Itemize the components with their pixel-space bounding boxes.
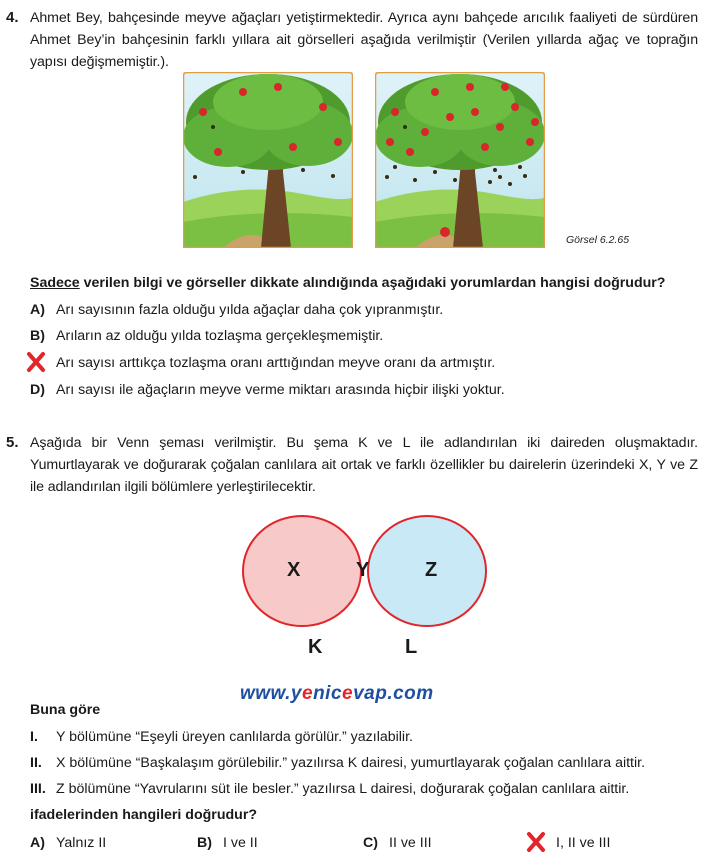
q5-option-a-label: A) — [30, 835, 45, 851]
statement-iii-label: III. — [30, 781, 46, 797]
statement-ii-text: X bölümüne “Başkalaşım görülebilir.” yazılırsa K dairesi, yumurtlayarak çoğalan canlılara aittir. — [56, 755, 646, 771]
q4-option-b-text: Arıların az olduğu yılda tozlaşma gerçekleşmemiştir. — [56, 328, 384, 344]
q5-option-b[interactable] — [197, 833, 258, 853]
question-4-text: Ahmet Bey, bahçesinde meyve ağaçları yetiştirmektedir. Ayrıca aynı bahçede arıcılık faaliyeti de sürdüren Ahmet Bey’in bahçesinin farklı yıllara ait görselleri aşağıda verilmiştir (Verilen yıllarda ağaç ve toprağın yapısı değişmemiştir.). — [30, 10, 698, 70]
venn-label-z: Z — [425, 559, 438, 581]
venn-label-x: X — [287, 559, 301, 581]
q5-option-b-label: B) — [197, 835, 212, 851]
q4-option-a-label: A) — [30, 302, 45, 318]
q5-option-b-text: I ve II — [223, 835, 258, 851]
watermark: www.yenicevap.com — [240, 683, 434, 704]
question-4-prompt — [30, 273, 665, 293]
statement-i-label: I. — [30, 729, 38, 745]
question-5-number: 5. — [6, 434, 19, 451]
statement-iii-text: Z bölümüne “Yavrularını süt ile besler.” yazılırsa L dairesi, doğurarak çoğalan canlılara aittir. — [56, 781, 630, 797]
statement-ii-label: II. — [30, 755, 42, 771]
question-5-prompt: ifadelerinden hangileri doğrudur? — [30, 807, 258, 823]
question-5-intro: Buna göre — [30, 702, 101, 718]
q5-option-c-text: II ve III — [389, 835, 432, 851]
statement-i-text: Y bölümüne “Eşeyli üreyen canlılarda görülür.” yazılabilir. — [56, 729, 413, 745]
statement-iii — [30, 779, 629, 799]
q5-option-a[interactable] — [30, 833, 106, 853]
q5-option-a-text: Yalnız II — [56, 835, 107, 851]
q4-option-d-text: Arı sayısı ile ağaçların meyve verme miktarı arasında hiçbir ilişki yoktur. — [56, 382, 505, 398]
question-4-number: 4. — [6, 9, 19, 26]
question-5-text: Aşağıda bir Venn şeması verilmiştir. Bu şema K ve L ile adlandırılan iki daireden oluşmaktadır. Yumurtlayarak ve doğurarak çoğalan canlılara ait ortak ve farklı özellikler bu dairelerin üzerindeki X, Y ve Z ile adlandırılan ilgili bölümlere yerleştirilecektir. — [30, 435, 698, 495]
question-4-prompt-emphasis: Sadece — [30, 275, 80, 291]
statement-ii — [30, 753, 645, 773]
q4-option-a[interactable] — [30, 300, 443, 320]
venn-label-k: K — [308, 636, 323, 658]
image-caption: Görsel 6.2.65 — [566, 234, 630, 246]
q4-option-c-text: Arı sayısı arttıkça tozlaşma oranı arttığından meyve oranı da artmıştır. — [56, 355, 496, 371]
q5-option-c[interactable] — [363, 833, 432, 853]
venn-diagram — [240, 512, 490, 668]
apple-tree-image-year1 — [183, 72, 353, 248]
q4-option-a-text: Arı sayısının fazla olduğu yılda ağaçlar daha çok yıpranmıştır. — [56, 302, 444, 318]
question-4-prompt-rest: verilen bilgi ve görseller dikkate alındığında aşağıdaki yorumlardan hangisi doğrudur? — [79, 275, 666, 291]
q5-option-d-text: I, II ve III — [556, 835, 611, 851]
q5-option-c-label: C) — [363, 835, 378, 851]
q4-option-d-label: D) — [30, 382, 45, 398]
q5-answer-cross-mark-icon — [526, 831, 546, 853]
venn-label-l: L — [405, 636, 418, 658]
apple-tree-image-year2 — [375, 72, 545, 248]
q4-option-b-label: B) — [30, 328, 45, 344]
q4-option-c[interactable] — [30, 353, 495, 373]
q4-option-d[interactable] — [30, 380, 505, 400]
q4-option-b[interactable] — [30, 326, 383, 346]
venn-label-y: Y — [356, 559, 370, 581]
q4-answer-cross-mark-icon — [26, 351, 46, 373]
statement-i — [30, 727, 413, 747]
